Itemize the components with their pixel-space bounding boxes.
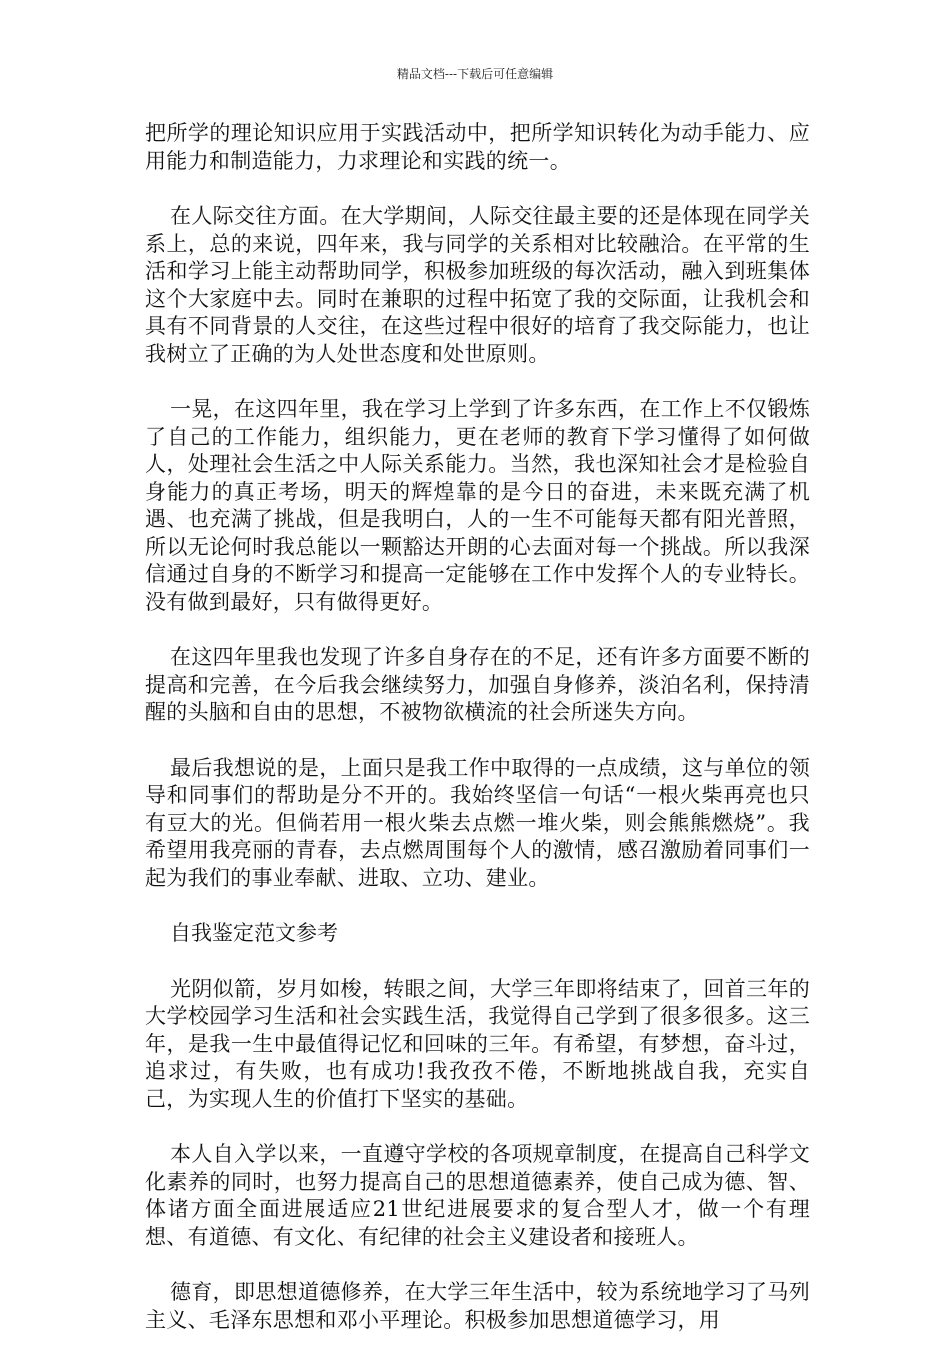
page-header: 精品文档---下载后可任意编辑 — [396, 67, 554, 81]
paragraph-since-enrollment: 本人自入学以来，一直遵守学校的各项规章制度，在提高自己科学文化素养的同时，也努力提高自己的思想道德素养，使自己成为德、智、体诸方面全面进展适应21世纪进展要求的复合型人才，做一个有理想、有道德、有文化、有纪律的社会主义建设者和接班人。 — [145, 1142, 810, 1249]
paragraph-moral-education: 德育，即思想道德修养，在大学三年生活中，较为系统地学习了马列主义、毛泽东思想和邓小平理论。积极参加思想道德学习，用 — [145, 1280, 810, 1332]
paragraph-practice: 把所学的理论知识应用于实践活动中，把所学知识转化为动手能力、应用能力和制造能力，力求理论和实践的统一。 — [145, 121, 810, 173]
paragraph-shortcomings: 在这四年里我也发现了许多自身存在的不足，还有许多方面要不断的提高和完善，在今后我会继续努力，加强自身修养，淡泊名利，保持清醒的头脑和自由的思想，不被物欲横流的社会所迷失方向。 — [145, 645, 810, 724]
paragraph-closing: 最后我想说的是，上面只是我工作中取得的一点成绩，这与单位的领导和同事们的帮助是分不开的。我始终坚信一句话“一根火柴再亮也只有豆大的光。但倘若用一根火柴去点燃一堆火柴，则会熊熊燃烧”。我希望用我亮丽的青春，去点燃周围每个人的激情，感召激励着同事们一起为我们的事业奉献、进取、立功、建业。 — [145, 755, 810, 890]
section-heading: 自我鉴定范文参考 — [170, 921, 338, 945]
paragraph-interpersonal: 在人际交往方面。在大学期间，人际交往最主要的还是体现在同学关系上，总的来说，四年来，我与同学的关系相对比较融洽。在平常的生活和学习上能主动帮助同学，积极参加班级的每次活动，融入到班集体这个大家庭中去。同时在兼职的过程中拓宽了我的交际面，让我机会和具有不同背景的人交往，在这些过程中很好的培育了我交际能力，也让我树立了正确的为人处世态度和处世原则。 — [145, 204, 810, 366]
document-body — [145, 120, 810, 1362]
paragraph-time-flies: 光阴似箭，岁月如梭，转眼之间，大学三年即将结束了，回首三年的大学校园学习生活和社会实践生活，我觉得自己学到了很多很多。这三年，是我一生中最值得记忆和回味的三年。有希望，有梦想，奋斗过，追求过，有失败，也有成功!我孜孜不倦，不断地挑战自我，充实自己，为实现人生的价值打下坚实的基础。 — [145, 976, 810, 1111]
paragraph-four-years: 一晃，在这四年里，我在学习上学到了许多东西，在工作上不仅锻炼了自己的工作能力，组织能力，更在老师的教育下学习懂得了如何做人，处理社会生活之中人际关系能力。当然，我也深知社会才是检验自身能力的真正考场，明天的辉煌靠的是今日的奋进，未来既充满了机遇、也充满了挑战，但是我明白，人的一生不可能每天都有阳光普照，所以无论何时我总能以一颗豁达开朗的心去面对每一个挑战。所以我深信通过自身的不断学习和提高一定能够在工作中发挥个人的专业特长。没有做到最好，只有做得更好。 — [145, 397, 810, 614]
